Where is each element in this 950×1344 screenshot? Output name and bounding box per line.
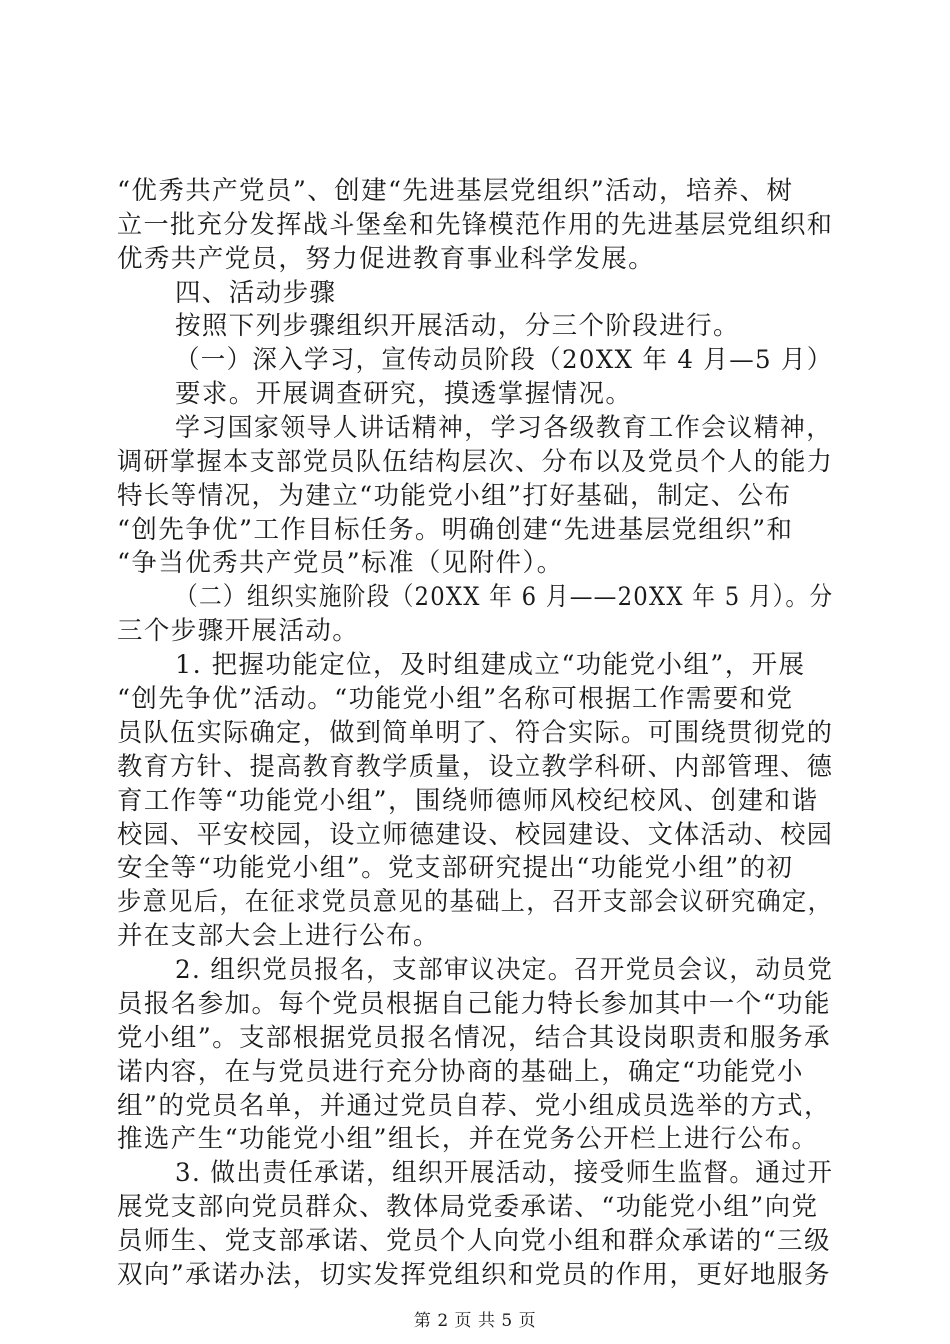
text-line: 调研掌握本支部党员队伍结构层次、分布以及党员个人的能力	[117, 447, 834, 477]
step-item: 1. 把握功能定位，及时组建成立“功能党小组”，开展	[175, 650, 806, 680]
text-line: 员报名参加。每个党员根据自己能力特长参加其中一个“功能	[117, 989, 831, 1019]
step-item: 3. 做出责任承诺，组织开展活动，接受师生监督。通过开	[175, 1158, 834, 1188]
text-line: 立一批充分发挥战斗堡垒和先锋模范作用的先进基层党组织和	[117, 210, 834, 240]
section-heading: 四、活动步骤	[175, 278, 337, 308]
text-line: 诺内容，在与党员进行充分协商的基础上，确定“功能党小	[117, 1057, 804, 1087]
step-item: 2. 组织党员报名，支部审议决定。召开党员会议，动员党	[175, 955, 834, 985]
stage-heading: （二）组织实施阶段（20XX 年 6 月——20XX 年 5 月）。分	[175, 582, 834, 612]
text-line: 员师生、党支部承诺、党员个人向党小组和群众承诺的“三级	[117, 1226, 831, 1256]
text-line: 学习国家领导人讲话精神，学习各级教育工作会议精神，	[175, 413, 833, 443]
text-line: 安全等“功能党小组”。党支部研究提出“功能党小组”的初	[117, 853, 794, 883]
text-line: 员队伍实际确定，做到简单明了、符合实际。可围绕贯彻党的	[117, 718, 834, 748]
text-line: 并在支部大会上进行公布。	[117, 921, 440, 951]
text-line: 党小组”。支部根据党员报名情况，结合其设岗职责和服务承	[117, 1023, 831, 1053]
text-line: 优秀共产党员，努力促进教育事业科学发展。	[117, 244, 656, 274]
text-line: “争当优秀共产党员”标准（见附件）。	[117, 548, 564, 578]
text-line: 三个步骤开展活动。	[117, 616, 360, 646]
text-line: “创先争优”工作目标任务。明确创建“先进基层党组织”和	[117, 515, 794, 545]
text-line: 校园、平安校园，设立师德建设、校园建设、文体活动、校园	[117, 820, 834, 850]
text-line: “创先争优”活动。“功能党小组”名称可根据工作需要和党	[117, 684, 794, 714]
text-line: 特长等情况，为建立“功能党小组”打好基础，制定、公布	[117, 481, 792, 511]
text-line: 步意见后，在征求党员意见的基础上，召开支部会议研究确定，	[117, 887, 834, 917]
text-line: 推选产生“功能党小组”组长，并在党务公开栏上进行公布。	[117, 1124, 819, 1154]
text-line: 教育方针、提高教育教学质量，设立教学科研、内部管理、德	[117, 752, 834, 782]
text-line: 展党支部向党员群众、教体局党委承诺、“功能党小组”向党	[117, 1192, 819, 1222]
text-line: 要求。开展调查研究，摸透掌握情况。	[175, 379, 633, 409]
text-line: 按照下列步骤组织开展活动，分三个阶段进行。	[175, 311, 740, 341]
stage-heading: （一）深入学习，宣传动员阶段（20XX 年 4 月—5 月）	[175, 345, 833, 375]
text-line: 育工作等“功能党小组”，围绕师德师风校纪校风、创建和谐	[117, 786, 819, 816]
text-line: 双向”承诺办法，切实发挥党组织和党员的作用，更好地服务	[117, 1260, 831, 1290]
text-line: 组”的党员名单，并通过党员自荐、党小组成员选举的方式，	[117, 1091, 831, 1121]
page-footer: 第 2 页 共 5 页	[413, 1311, 537, 1331]
text-line: “优秀共产党员”、创建“先进基层党组织”活动，培养、树	[117, 176, 794, 206]
